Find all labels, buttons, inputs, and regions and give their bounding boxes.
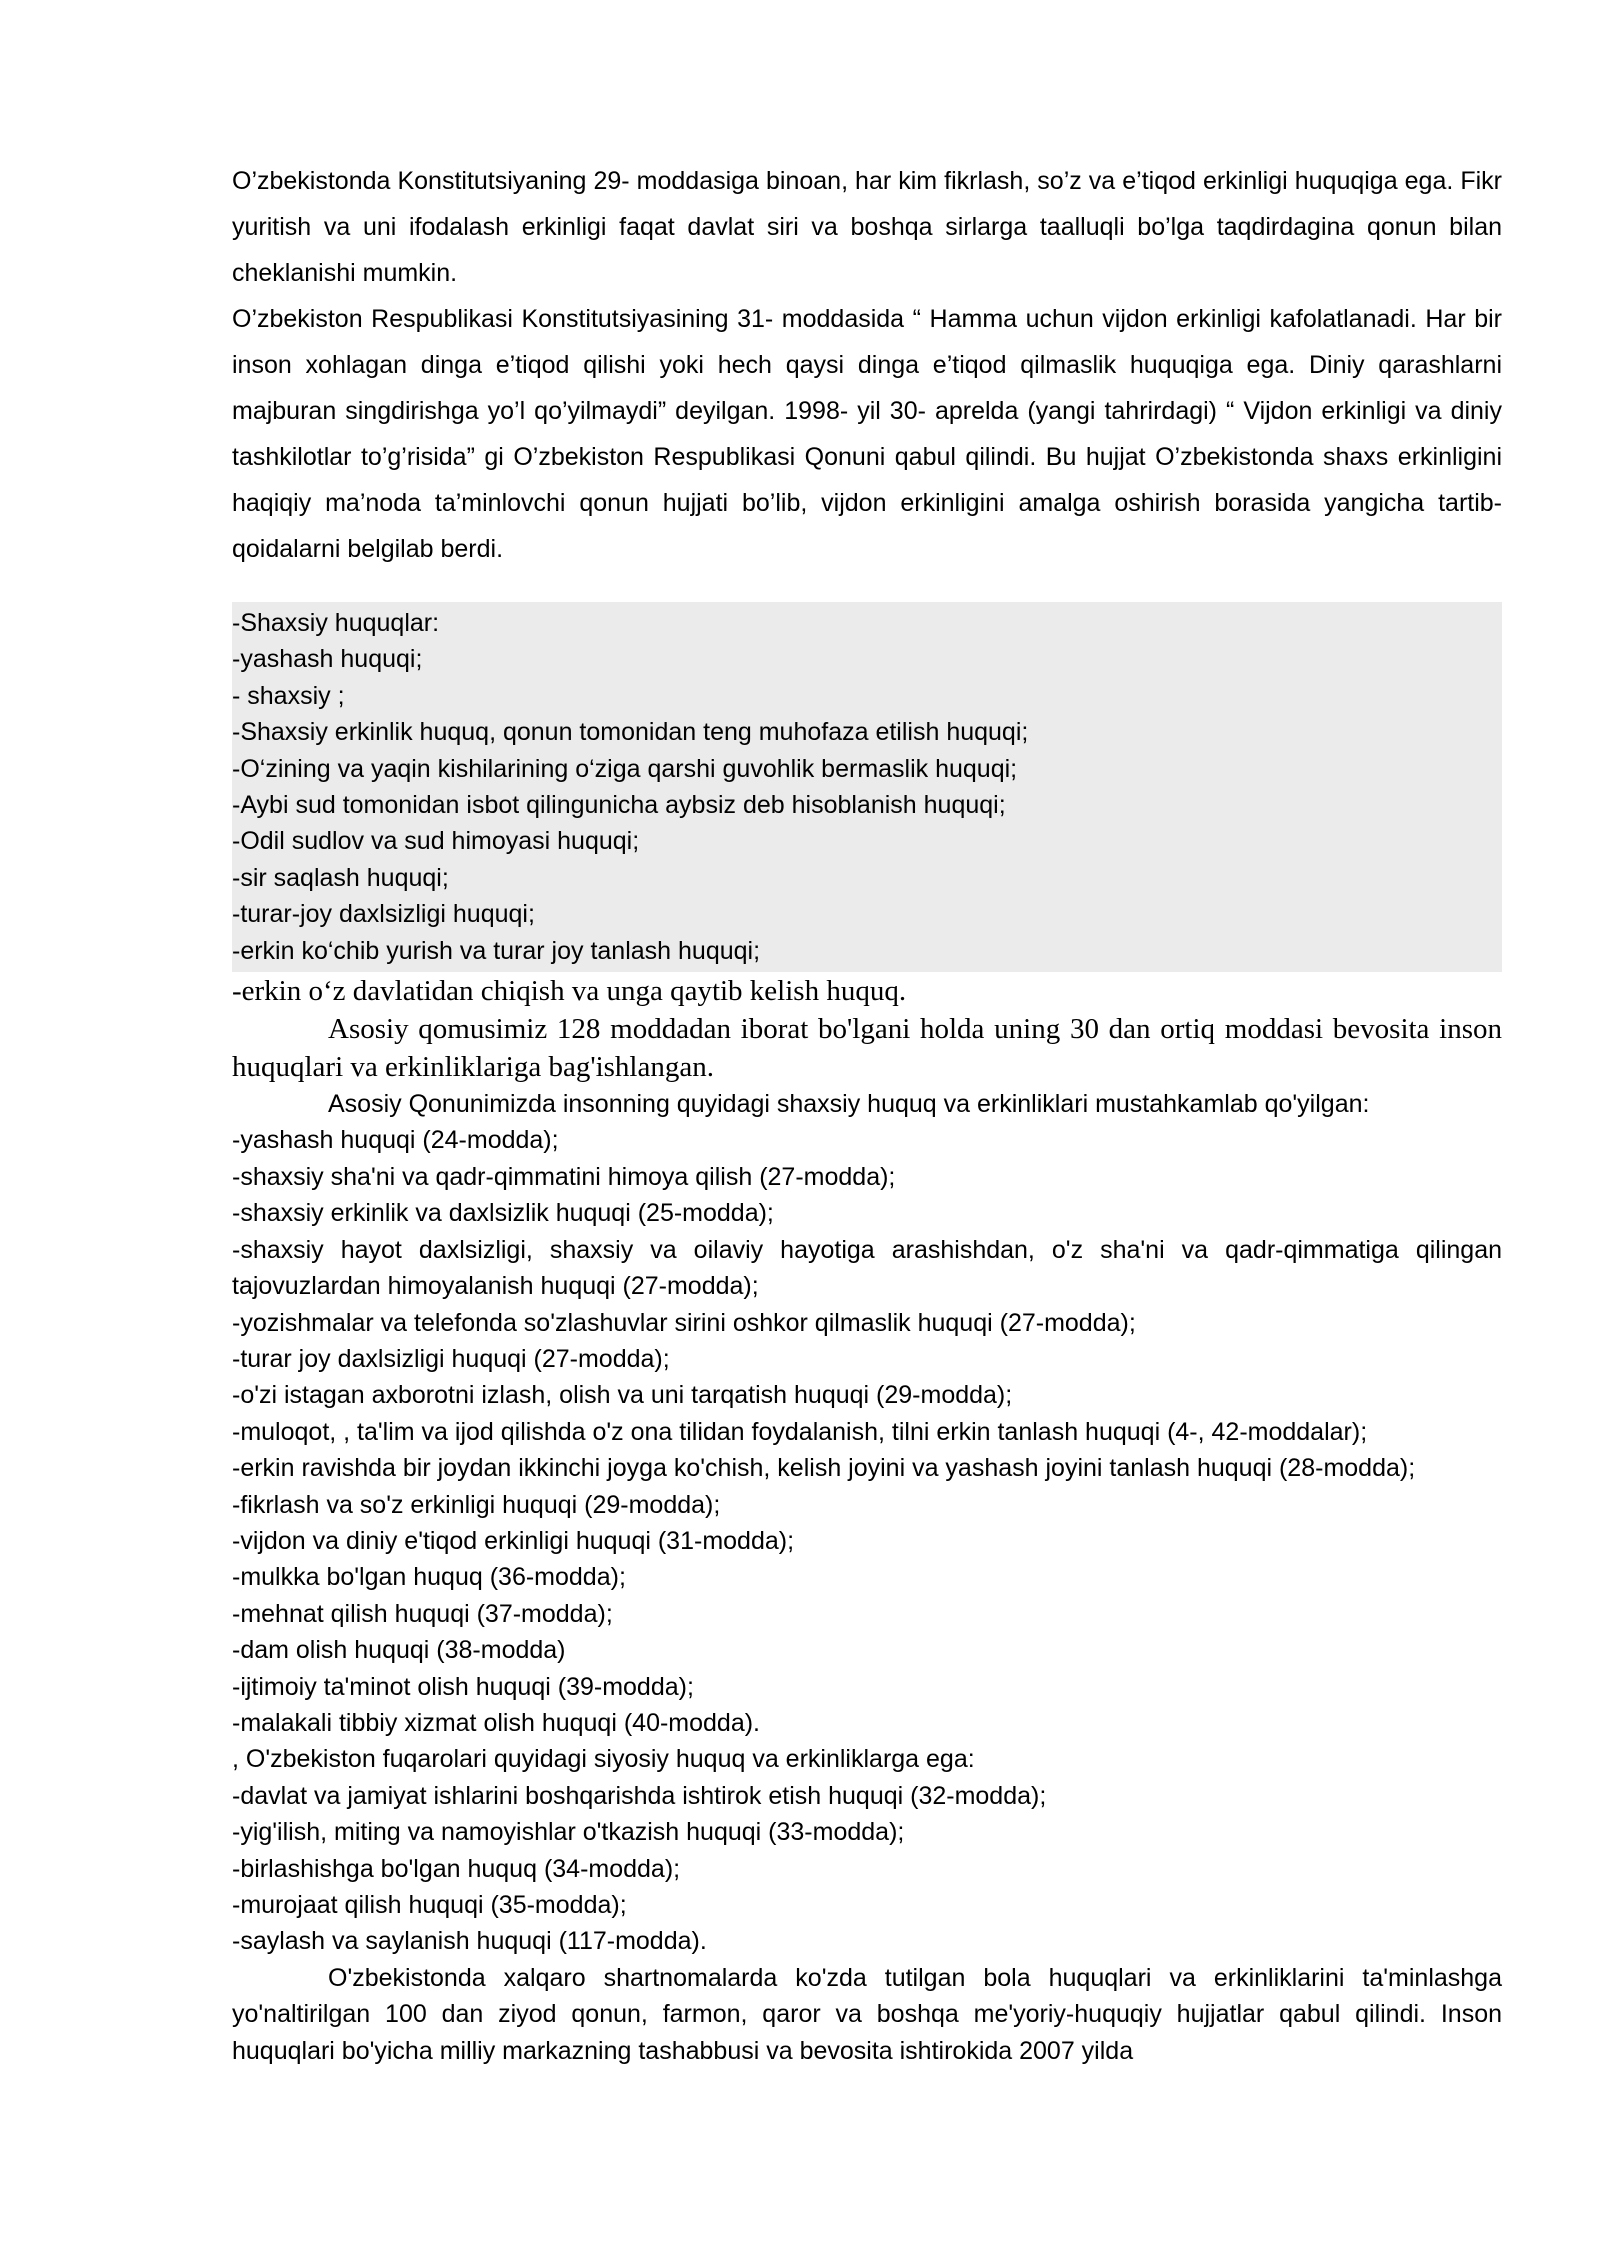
shaded-line: -turar-joy daxlsizligi huquqi; — [232, 900, 535, 929]
list-item: -yashash huquqi (24-modda); — [232, 1126, 559, 1155]
list-item: -ijtimoiy ta'minot olish huquqi (39-modda); — [232, 1672, 694, 1701]
paragraph-article-31: O’zbekiston Respublikasi Konstitutsiyasining 31- moddasida “ Hamma uchun vijdon erkinligi kafolatlanadi. Har bir inson xohlagan dinga e’tiqod qilishi yoki hech qaysi dinga e’tiqod qilmaslik huquqiga ega. Diniy qarashlarni majburan singdirishga yo’l qo’yilmaydi” deyilgan. 1998- yil 30- aprelda (yangi tahrirdagi) “ Vijdon erkinligi va diniy tashkilotlar to’g’risida” gi O’zbekiston Respublikasi Qonuni qabul qilindi. Bu hujjat O’zbekistonda shaxs erkinligini haqiqiy ma’noda ta’minlovchi qonun hujjati bo’lib, vijdon erkinligini amalga oshirish borasida yangicha tartib- qoidalarni belgilab berdi. — [232, 305, 1502, 563]
list-item: -mulkka bo'lgan huquq (36-modda); — [232, 1563, 626, 1592]
list-item: -yig'ilish, miting va namoyishlar o'tkazish huquqi (33-modda); — [232, 1818, 905, 1847]
document-body — [232, 158, 1502, 2069]
list-item: -mehnat qilish huquqi (37-modda); — [232, 1599, 613, 1628]
list-item: -malakali tibbiy xizmat olish huquqi (40-modda). — [232, 1708, 761, 1737]
list-item: -murojaat qilish huquqi (35-modda); — [232, 1891, 627, 1919]
list-item: -vijdon va diniy e'tiqod erkinligi huquqi (31-modda); — [232, 1526, 795, 1555]
shaded-line: -Shaxsiy huquqlar: — [232, 609, 440, 637]
list-item: -birlashishga bo'lgan huquq (34-modda); — [232, 1854, 681, 1883]
serif-line-exit-right: -erkin o‘z davlatidan chiqish va unga qaytib kelish huquq. — [232, 975, 907, 1008]
list-item: -o'zi istagan axborotni izlash, olish va uni tarqatish huquqi (29-modda); — [232, 1381, 1013, 1410]
list-item: -shaxsiy sha'ni va qadr-qimmatini himoya qilish (27-modda); — [232, 1162, 896, 1191]
shaded-line: -Aybi sud tomonidan isbot qilingunicha aybsiz deb hisoblanish huquqi; — [232, 791, 1006, 820]
shaded-line: -Shaxsiy erkinlik huquq, qonun tomonidan teng muhofaza etilish huquqi; — [232, 718, 1029, 747]
list-item: -shaxsiy erkinlik va daxlsizlik huquqi (25-modda); — [232, 1199, 774, 1228]
list-item: -turar joy daxlsizligi huquqi (27-modda); — [232, 1344, 670, 1373]
serif-paragraph-constitution: Asosiy qomusimiz 128 moddadan iborat bo'lgani holda uning 30 dan ortiq moddasi bevosita inson huquqlari va erkinliklariga bag'ishlangan. — [232, 1013, 1502, 1084]
list-item: -davlat va jamiyat ishlarini boshqarishda ishtirok etish huquqi (32-modda); — [232, 1781, 1047, 1810]
list-item: -dam olish huquqi (38-modda) — [232, 1636, 566, 1665]
shaded-line: -sir saqlash huquqi; — [232, 863, 449, 892]
paragraph-article-29: O’zbekistonda Konstitutsiyaning 29- moddasiga binoan, har kim fikrlash, so’z va e’tiqod erkinligi huquqiga ega. Fikr yuritish va uni ifodalash erkinligi faqat davlat siri va boshqa sirlarga taalluqli bo’lga taqdirdagina qonun bilan cheklanishi mumkin. — [232, 167, 1502, 287]
closing-paragraph: O'zbekistonda xalqaro shartnomalarda ko'zda tutilgan bola huquqlari va erkinliklarini ta'minlashga yo'naltirilgan 100 dan ziyod qonun, farmon, qaror va boshqa me'yoriy-huquqiy hujjatlar qabul qilindi. Inson huquqlari bo'yicha milliy markazning tashabbusi va bevosita ishtirokida 2007 yilda — [232, 1963, 1502, 2065]
shaded-rights-block — [232, 602, 1502, 972]
list-item: -yozishmalar va telefonda so'zlashuvlar sirini oshkor qilmaslik huquqi (27-modda); — [232, 1308, 1136, 1337]
shaded-line: -erkin ko‘chib yurish va turar joy tanlash huquqi; — [232, 936, 761, 965]
shaded-line: - shaxsiy ; — [232, 681, 345, 710]
list-item: -erkin ravishda bir joydan ikkinchi joyga ko'chish, kelish joyini va yashash joyini tanlash huquqi (28-modda); — [232, 1454, 1416, 1483]
list-item: -shaxsiy hayot daxlsizligi, shaxsiy va oilaviy hayotiga arashishdan, o'z sha'ni va qadr-qimmatiga qilingan tajovuzlardan himoyalanish huquqi (27-modda); — [232, 1235, 1502, 1301]
personal-rights-heading: Asosiy Qonunimizda insonning quyidagi shaxsiy huquq va erkinliklari mustahkamlab qo'yilgan: — [328, 1090, 1370, 1119]
shaded-line: -yashash huquqi; — [232, 645, 423, 674]
list-item: -muloqot, , ta'lim va ijod qilishda o'z ona tilidan foydalanish, tilni erkin tanlash huquqi (4-, 42-moddalar); — [232, 1417, 1368, 1446]
shaded-line: -Odil sudlov va sud himoyasi huquqi; — [232, 827, 640, 856]
spacer — [232, 572, 1502, 602]
list-item: -saylash va saylanish huquqi (117-modda). — [232, 1927, 707, 1956]
list-item: -fikrlash va so'z erkinligi huquqi (29-modda); — [232, 1490, 721, 1519]
shaded-line: -O‘zining va yaqin kishilarining o‘ziga qarshi guvohlik bermaslik huquqi; — [232, 754, 1018, 783]
political-rights-heading: , O'zbekiston fuqarolari quyidagi siyosiy huquq va erkinliklarga ega: — [232, 1745, 975, 1774]
